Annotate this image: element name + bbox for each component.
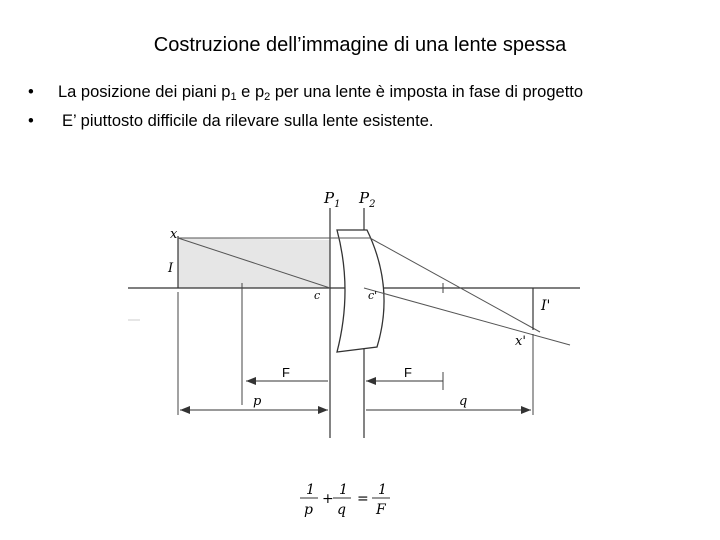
object-height-label: I [168, 261, 174, 276]
bullet-marker: • [28, 112, 34, 130]
image-height-label: I' [541, 298, 551, 314]
bullet-text: La posizione dei piani $p_1$ e $p_2$ per una lente è imposta in fase di progetto [58, 83, 584, 103]
svg-text:=: = [357, 491, 369, 507]
plane-label-p1: $P_1$ [324, 189, 341, 210]
plane-label-p2: $P_2$ [359, 189, 376, 210]
center-label-c: c [314, 289, 321, 302]
lens-formula [300, 482, 390, 518]
svg-text:+: + [322, 491, 334, 507]
chief-ray-out [364, 288, 570, 345]
svg-text:F: F [376, 502, 386, 518]
image-distance-label: q [459, 394, 468, 409]
object-distance-label: p [253, 394, 262, 409]
bullet-marker: • [28, 83, 34, 101]
object-point-label: x [170, 227, 178, 242]
focal-label-right: F [404, 365, 412, 380]
bullet-text: E’ piuttosto difficile da rilevare sulla lente esistente. [62, 112, 434, 130]
slide-title: Costruzione dell’immagine di una lente spessa [153, 34, 567, 56]
refracted-ray [370, 238, 540, 332]
center-label-c-prime: c' [368, 289, 378, 302]
svg-text:p: p [304, 502, 313, 518]
svg-text:1: 1 [378, 482, 387, 498]
image-point-label: x' [515, 334, 526, 349]
focal-label-left: F [282, 365, 290, 380]
svg-text:1: 1 [306, 482, 315, 498]
svg-text:1: 1 [339, 482, 348, 498]
svg-text:q: q [337, 502, 346, 518]
